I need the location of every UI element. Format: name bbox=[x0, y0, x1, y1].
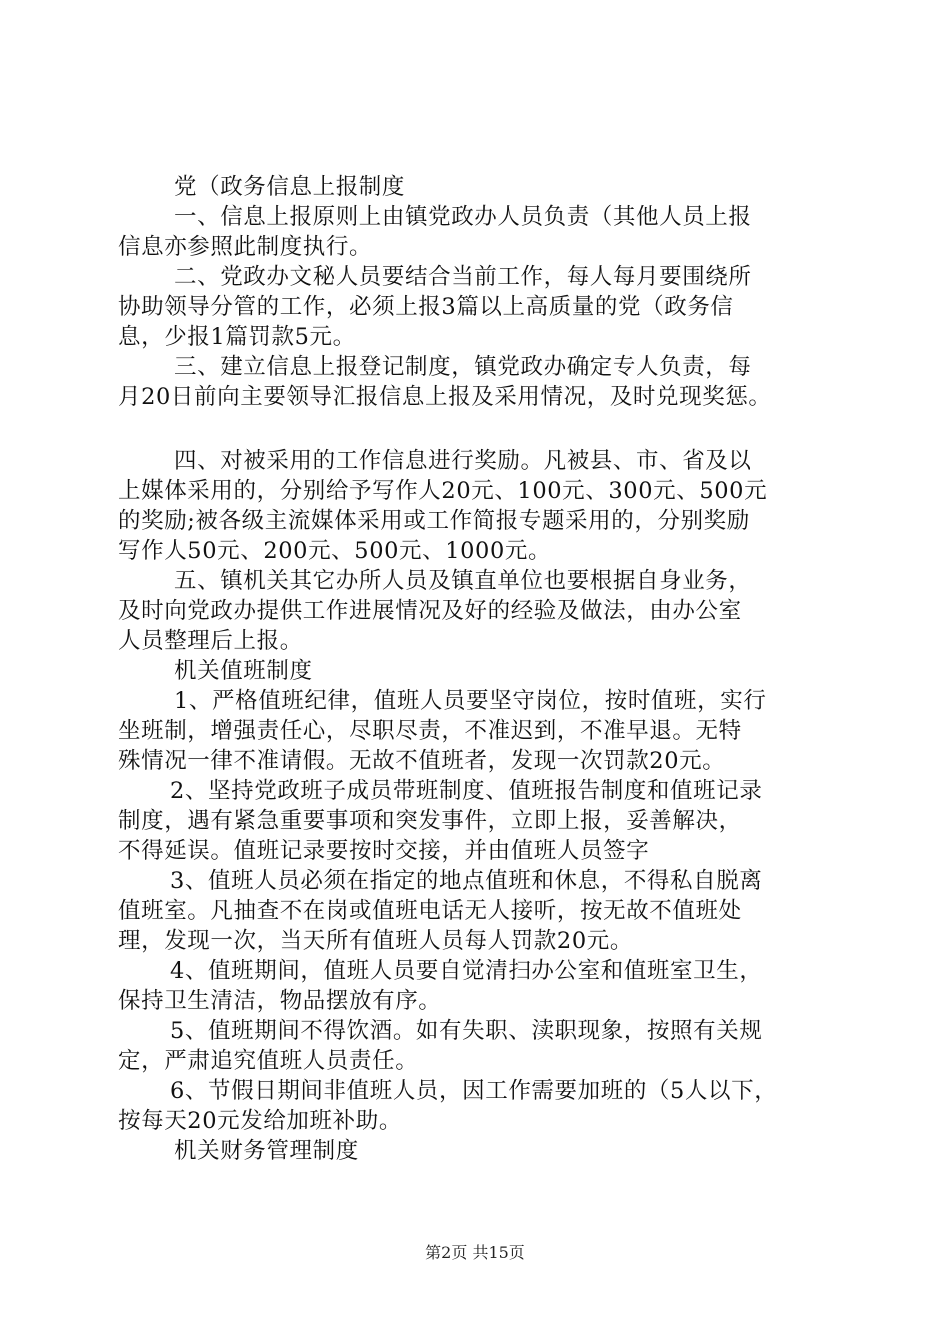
page-number-footer: 第2页 共15页 bbox=[425, 1243, 525, 1262]
paragraph-line: 坐班制，增强责任心，尽职尽责，不准迟到，不准早退。无特 bbox=[118, 718, 742, 744]
section-heading: 机关值班制度 bbox=[174, 658, 313, 684]
section-heading: 党（政务信息上报制度 bbox=[174, 174, 406, 200]
paragraph-line: 月20日前向主要领导汇报信息上报及采用情况，及时兑现奖惩。 bbox=[118, 384, 772, 410]
paragraph-line: 3、值班人员必须在指定的地点值班和休息，不得私自脱离 bbox=[170, 868, 763, 894]
paragraph-line: 信息亦参照此制度执行。 bbox=[118, 234, 373, 260]
paragraph-line: 五、镇机关其它办所人员及镇直单位也要根据自身业务， bbox=[174, 568, 752, 594]
paragraph-line: 4、值班期间，值班人员要自觉清扫办公室和值班室卫生， bbox=[170, 958, 763, 984]
paragraph-line: 值班室。凡抽查不在岗或值班电话无人接听，按无故不值班处 bbox=[118, 898, 742, 924]
paragraph-line: 息，少报1篇罚款5元。 bbox=[118, 324, 356, 350]
paragraph-line: 人员整理后上报。 bbox=[118, 628, 303, 654]
paragraph-line: 5、值班期间不得饮酒。如有失职、渎职现象，按照有关规 bbox=[170, 1018, 763, 1044]
paragraph-line: 的奖励;被各级主流媒体采用或工作简报专题采用的，分别奖励 bbox=[118, 508, 750, 534]
document-body bbox=[118, 172, 842, 1166]
paragraph-line: 保持卫生清洁，物品摆放有序。 bbox=[118, 988, 442, 1014]
paragraph-gap bbox=[118, 412, 842, 446]
paragraph-line: 一、信息上报原则上由镇党政办人员负责（其他人员上报 bbox=[174, 204, 752, 230]
paragraph-line: 制度，遇有紧急重要事项和突发事件，立即上报，妥善解决， bbox=[118, 808, 742, 834]
section-heading: 机关财务管理制度 bbox=[174, 1138, 359, 1164]
paragraph-line: 1、严格值班纪律，值班人员要坚守岗位，按时值班，实行 bbox=[174, 688, 767, 714]
paragraph-line: 写作人50元、200元、500元、1000元。 bbox=[118, 538, 552, 564]
paragraph-line: 不得延误。值班记录要按时交接，并由值班人员签字 bbox=[118, 838, 650, 864]
paragraph-line: 2、坚持党政班子成员带班制度、值班报告制度和值班记录 bbox=[170, 778, 763, 804]
paragraph-line: 按每天20元发给加班补助。 bbox=[118, 1108, 402, 1134]
paragraph-line: 定，严肃追究值班人员责任。 bbox=[118, 1048, 419, 1074]
paragraph-line: 三、建立信息上报登记制度，镇党政办确定专人负责，每 bbox=[174, 354, 752, 380]
paragraph-line: 四、对被采用的工作信息进行奖励。凡被县、市、省及以 bbox=[174, 448, 752, 474]
paragraph-line: 协助领导分管的工作，必须上报3篇以上高质量的党（政务信 bbox=[118, 294, 734, 320]
paragraph-line: 上媒体采用的，分别给予写作人20元、100元、300元、500元 bbox=[118, 478, 768, 504]
paragraph-line: 及时向党政办提供工作进展情况及好的经验及做法，由办公室 bbox=[118, 598, 742, 624]
paragraph-line: 二、党政办文秘人员要结合当前工作，每人每月要围绕所 bbox=[174, 264, 752, 290]
paragraph-line: 6、节假日期间非值班人员，因工作需要加班的（5人以下， bbox=[170, 1078, 778, 1104]
paragraph-line: 理，发现一次，当天所有值班人员每人罚款20元。 bbox=[118, 928, 633, 954]
paragraph-line: 殊情况一律不准请假。无故不值班者，发现一次罚款20元。 bbox=[118, 748, 726, 774]
